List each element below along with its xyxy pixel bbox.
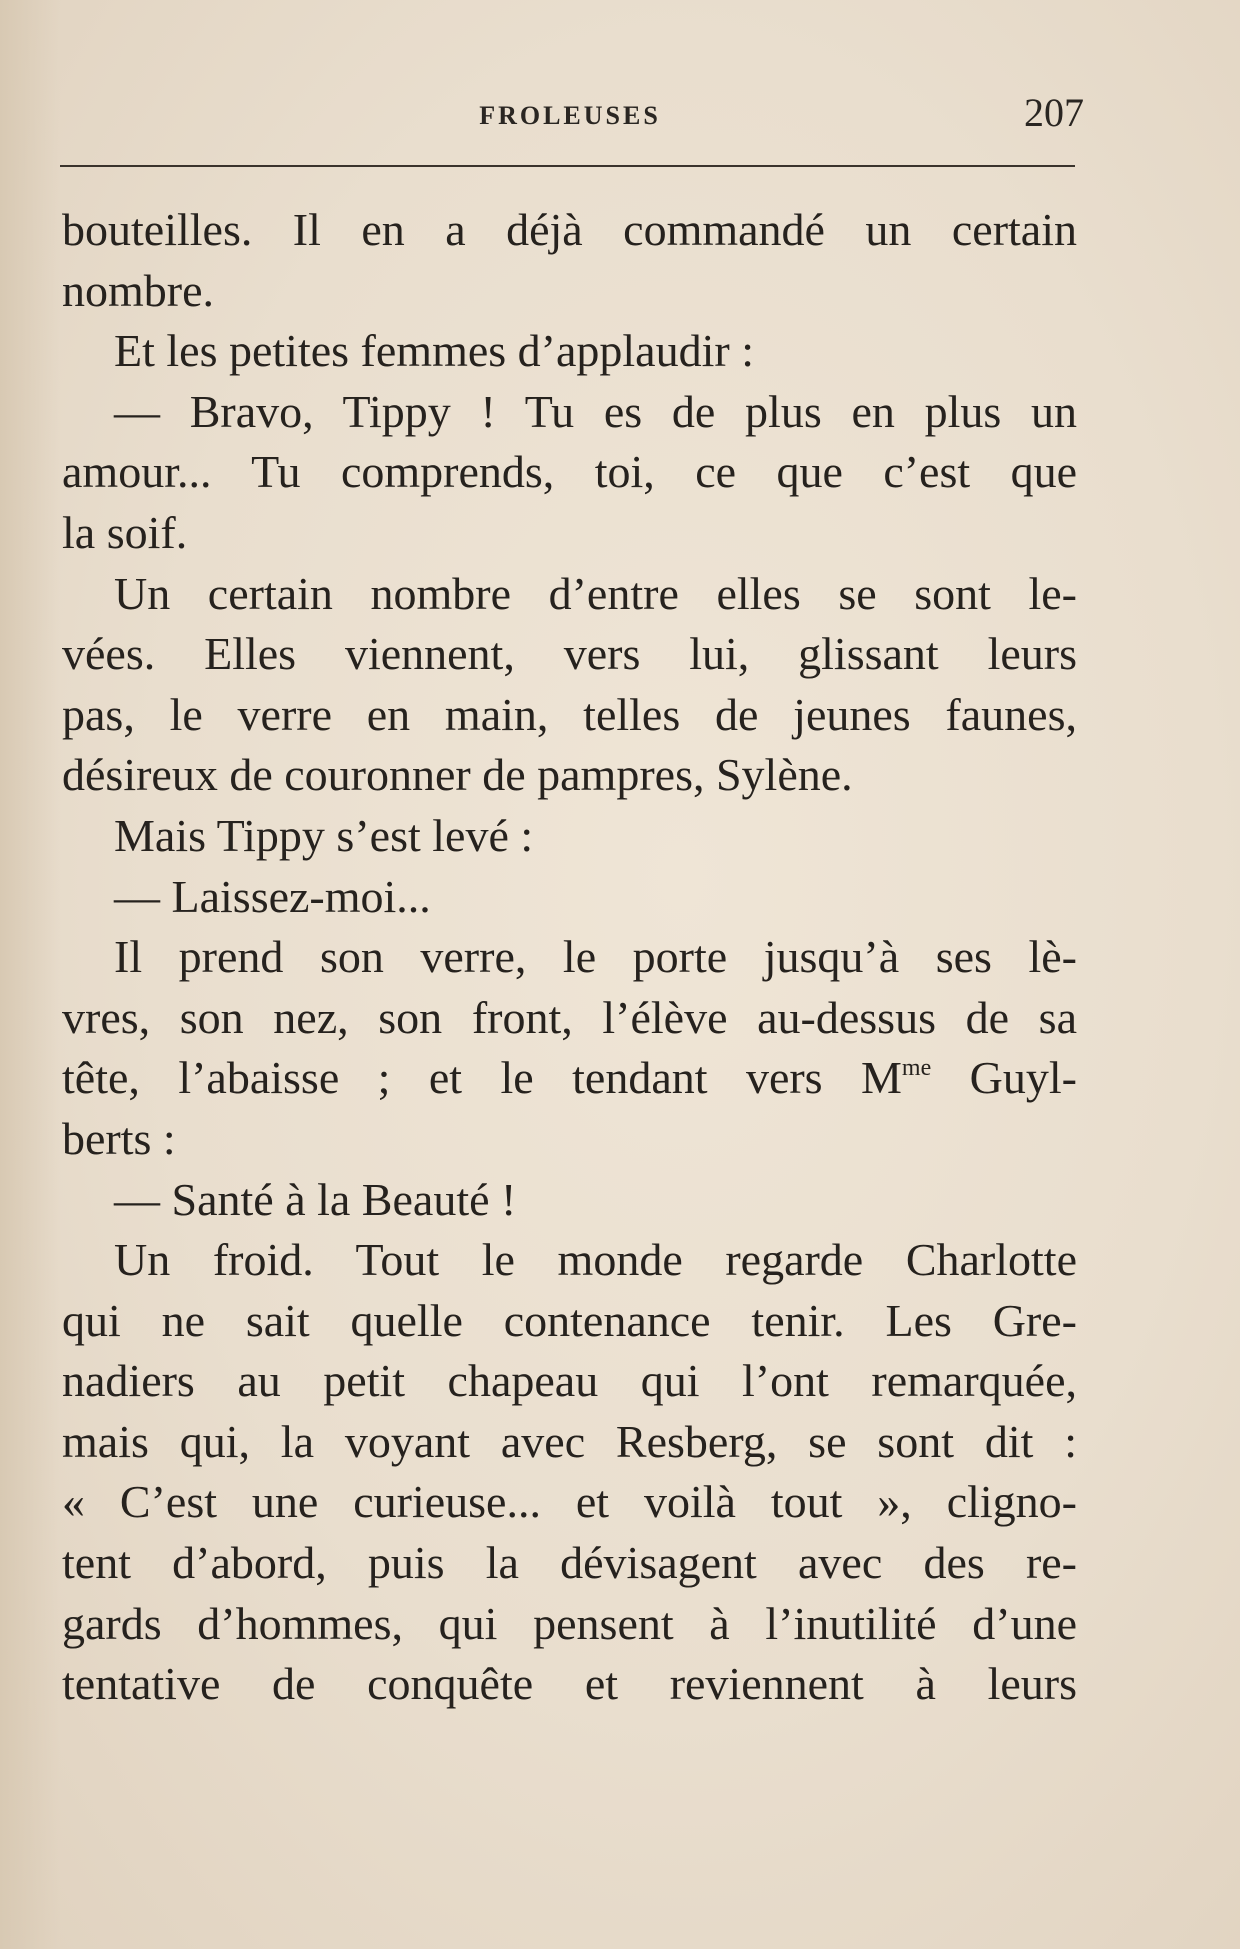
running-head: [60, 90, 1084, 135]
running-title: FROLEUSES: [479, 101, 661, 130]
text-segment: tête, l’abaisse ; et le tendant vers M: [62, 1052, 902, 1104]
text-line: « C’est une curieuse... et voilà tout », cligno-: [62, 1476, 1077, 1528]
text-line: pas, le verre en main, telles de jeunes faunes,: [62, 688, 1077, 740]
text-line: gards d’hommes, qui pensent à l’inutilité d’une: [62, 1597, 1077, 1649]
text-line: mais qui, la voyant avec Resberg, se sont dit :: [62, 1415, 1077, 1467]
text-line-with-superscript: [62, 1048, 1077, 1109]
paragraph-start-line: Mais Tippy s’est levé :: [114, 809, 534, 861]
text-line: vées. Elles viennent, vers lui, glissant leurs: [62, 628, 1077, 680]
text-line: bouteilles. Il en a déjà commandé un certain: [62, 204, 1077, 255]
text-line: désireux de couronner de pampres, Sylène.: [62, 749, 853, 801]
text-line: nombre.: [62, 264, 215, 316]
text-line: amour... Tu comprends, toi, ce que c’est que: [62, 446, 1077, 498]
dialogue-line: — Laissez-moi...: [114, 870, 431, 922]
dialogue-line: — Bravo, Tippy ! Tu es de plus en plus un: [114, 385, 1077, 437]
text-line: tent d’abord, puis la dévisagent avec des re-: [62, 1537, 1077, 1589]
body-text: [62, 200, 1077, 1715]
text-line: vres, son nez, son front, l’élève au-dessus de sa: [62, 991, 1077, 1043]
dialogue-line: — Santé à la Beauté !: [114, 1173, 517, 1225]
paragraph-start-line: Un certain nombre d’entre elles se sont le-: [114, 567, 1077, 619]
text-line: nadiers au petit chapeau qui l’ont remarquée,: [62, 1355, 1077, 1407]
text-line: qui ne sait quelle contenance tenir. Les Gre-: [62, 1294, 1077, 1346]
paragraph-start-line: Il prend son verre, le porte jusqu’à ses lè-: [114, 931, 1077, 983]
text-line: la soif.: [62, 506, 188, 558]
page-number: 207: [1024, 90, 1084, 135]
text-line: berts :: [62, 1112, 176, 1164]
superscript-abbreviation: me: [901, 1055, 932, 1082]
text-line: tentative de conquête et reviennent à leurs: [62, 1658, 1077, 1710]
gutter-shadow: [0, 0, 60, 1949]
header-rule: [60, 165, 1075, 167]
paragraph-start-line: Un froid. Tout le monde regarde Charlotte: [114, 1234, 1077, 1286]
text-segment: Guyl-: [931, 1052, 1077, 1104]
paragraph-start-line: Et les petites femmes d’applaudir :: [114, 325, 754, 377]
